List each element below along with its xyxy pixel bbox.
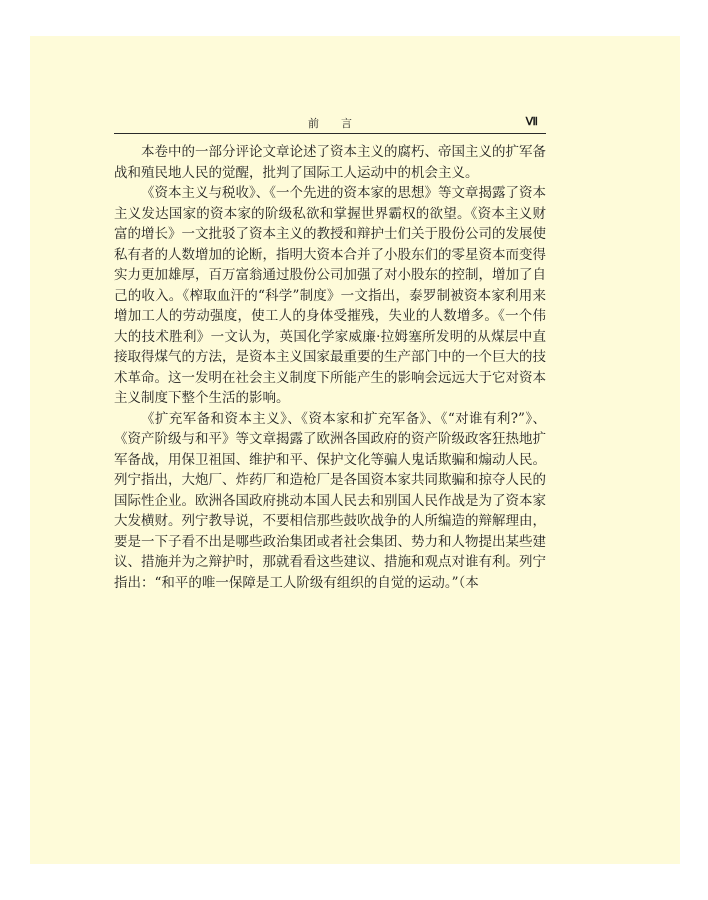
paragraph-3: 《扩充军备和资本主义》、《资本家和扩充军备》、《“对谁有利?”》、《资产阶级与和平》等文章揭露了欧洲各国政府的资产阶级政客狂热地扩军备战，用保卫祖国、维护和平、保护文化等骗人鬼话欺骗和煽动人民。列宁指出，大炮厂、炸药厂和造枪厂是各国资本家共同欺骗和掠夺人民的国际性企业。欧洲各国政府挑动本国人民去和别国人民作战是为了资本家大发横财。列宁教导说，不要相信那些鼓吹战争的人所编造的辩解理由，要是一下子看不出是哪些政治集团或者社会集团、势力和人物提出某些建议、措施并为之辩护时，那就看看这些建议、措施和观点对谁有利。列宁指出：“和平的唯一保障是工人阶级有组织的自觉的运动。”（本 — [114, 410, 546, 591]
page-number: Ⅶ — [525, 116, 538, 128]
header-title: 前言 — [308, 117, 374, 130]
paragraph-2: 《资本主义与税收》、《一个先进的资本家的思想》等文章揭露了资本主义发达国家的资本家的阶级私欲和掌握世界霸权的欲望。《资本主义财富的增长》一文批驳了资本主义的教授和辩护士们关于股份公司的发展使私有者的人数增加的论断，指明大资本合并了小股东们的零星资本而变得实力更加雄厚，百万富翁通过股份公司加强了对小股东的控制，增加了自己的收入。《榨取血汗的“科学”制度》一文指出，泰罗制被资本家利用来增加工人的劳动强度，使工人的身体受摧残，失业的人数增多。《一个伟大的技术胜利》一文认为，英国化学家威廉·拉姆塞所发明的从煤层中直接取得煤气的方法，是资本主义国家最重要的生产部门中的一个巨大的技术革命。这一发明在社会主义制度下所能产生的影响会远远大于它对资本主义制度下整个生活的影响。 — [114, 185, 546, 406]
body-text — [114, 142, 546, 593]
paragraph-1: 本卷中的一部分评论文章论述了资本主义的腐朽、帝国主义的扩军备战和殖民地人民的觉醒，批判了国际工人运动中的机会主义。 — [114, 144, 546, 181]
running-header — [114, 109, 546, 134]
